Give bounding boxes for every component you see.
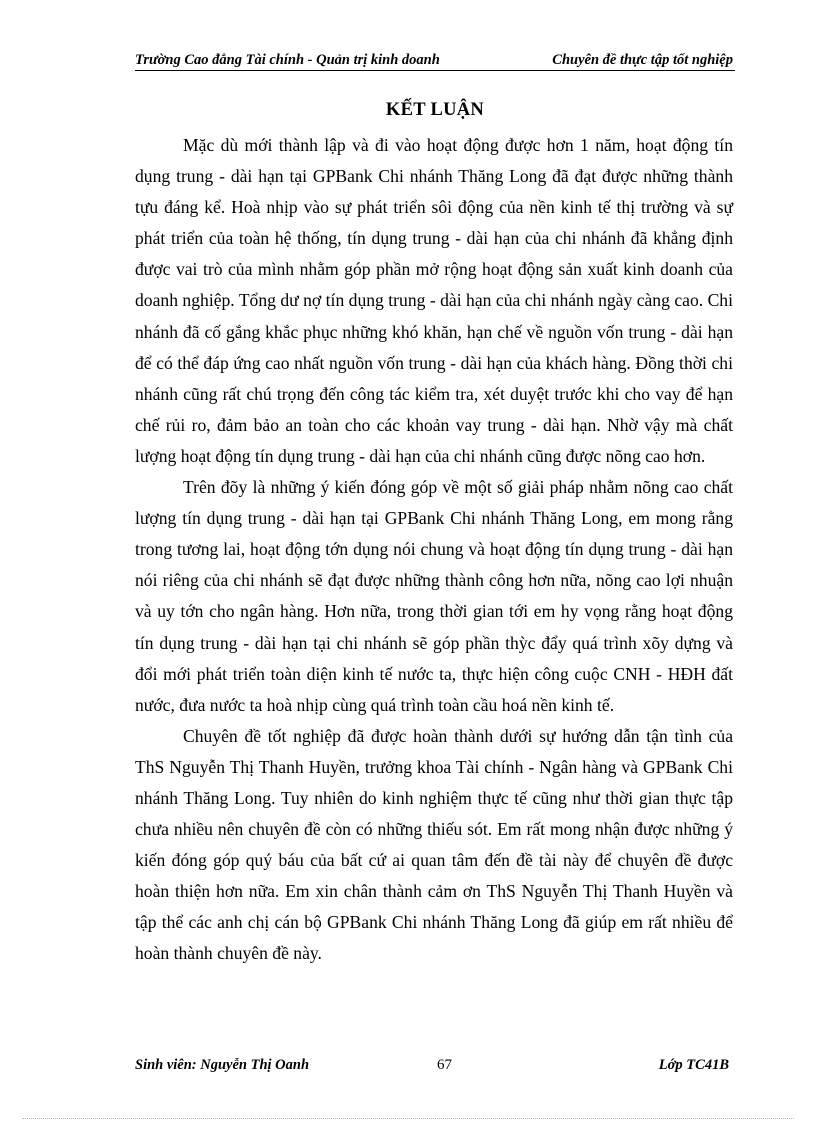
paragraph-recommendations: Trên đõy là những ý kiến đóng góp về một số giải pháp nhằm nõng cao chất lượng tín dụng trung - dài hạn tại GPBank Chi nhánh Thăng Long, em mong rằng trong tương lai, hoạt động tớn dụng nói chung và hoạt động tín dụng trung - dài hạn nói riêng của chi nhánh sẽ đạt được những thành công hơn nữa, nõng cao lợi nhuận và uy tớn cho ngân hàng. Hơn nữa, trong thời gian tới em hy vọng rằng hoạt động tín dụng trung - dài hạn tại chi nhánh sẽ góp phần thỳc đẩy quá trình xõy dựng và đổi mới phát triển toàn diện kinh tế nước ta, thực hiện công cuộc CNH - HĐH đất nước, đưa nước ta hoà nhịp cùng quá trình toàn cầu hoá nền kinh tế. xyxy=(135,477,733,715)
page-number: 67 xyxy=(437,1057,452,1073)
document-body xyxy=(135,130,733,970)
header-school-name: Trường Cao đẳng Tài chính - Quản trị kinh doanh xyxy=(135,52,440,68)
page-break-divider xyxy=(22,1118,794,1119)
footer-student-name: Sinh viên: Nguyễn Thị Oanh xyxy=(135,1057,310,1073)
page-header xyxy=(135,50,735,71)
header-document-type: Chuyên đề thực tập tốt nghiệp xyxy=(552,52,733,68)
footer-class-name: Lớp TC41B xyxy=(658,1057,729,1073)
paragraph-summary: Mặc dù mới thành lập và đi vào hoạt động được hơn 1 năm, hoạt động tín dụng trung - dài hạn tại GPBank Chi nhánh Thăng Long đã đạt được những thành tựu đáng kể. Hoà nhịp vào sự phát triển sôi động của nền kinh tế thị trường và sự phát triển của toàn hệ thống, tín dụng trung - dài hạn của chi nhánh đã khẳng định được vai trò của mình nhằm góp phần mở rộng hoạt động sản xuất kinh doanh của doanh nghiệp. Tổng dư nợ tín dụng trung - dài hạn của chi nhánh ngày càng cao. Chi nhánh đã cố gắng khắc phục những khó khăn, hạn chế về nguồn vốn trung - dài hạn để có thể đáp ứng cao nhất nguồn vốn trung - dài hạn của khách hàng. Đồng thời chi nhánh cũng rất chú trọng đến công tác kiểm tra, xét duyệt trước khi cho vay để hạn chế rủi ro, đảm bảo an toàn cho các khoản vay trung - dài hạn. Nhờ vậy mà chất lượng hoạt động tín dụng trung - dài hạn của chi nhánh cũng được nõng cao hơn. xyxy=(135,135,733,466)
page-footer xyxy=(135,1055,733,1075)
paragraph-acknowledgements: Chuyên đề tốt nghiệp đã được hoàn thành dưới sự hướng dẫn tận tình của ThS Nguyễn Thị Thanh Huyền, trưởng khoa Tài chính - Ngân hàng và GPBank Chi nhánh Thăng Long. Tuy nhiên do kinh nghiệm thực tế cũng như thời gian thực tập chưa nhiều nên chuyên đề còn có những thiếu sót. Em rất mong nhận được những ý kiến đóng góp quý báu của bất cứ ai quan tâm đến đề tài này để chuyên đề được hoàn thiện hơn nữa. Em xin chân thành cảm ơn ThS Nguyễn Thị Thanh Huyền và tập thể các anh chị cán bộ GPBank Chi nhánh Thăng Long đã giúp em rất nhiều để hoàn thành chuyên đề này. xyxy=(135,725,733,964)
section-title: KẾT LUẬN xyxy=(385,100,485,120)
